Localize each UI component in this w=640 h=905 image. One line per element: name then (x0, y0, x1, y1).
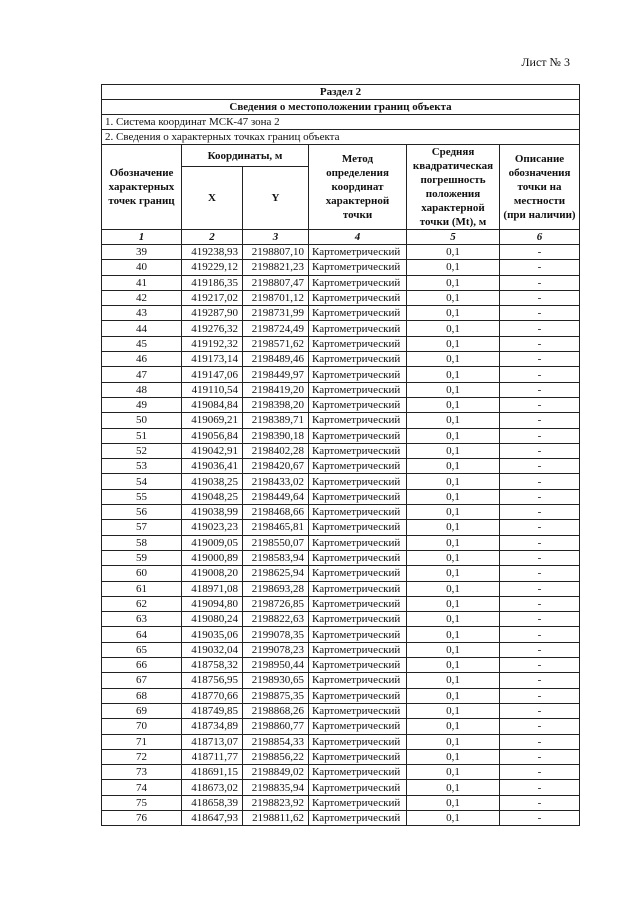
table-row (102, 612, 580, 627)
x-coordinate-cell: 419238,93 (182, 245, 243, 260)
method-cell: Картометрический (309, 382, 407, 397)
description-cell: - (500, 627, 580, 642)
y-coordinate-cell: 2198875,35 (243, 688, 309, 703)
point-number-cell: 70 (102, 719, 182, 734)
point-number-cell: 69 (102, 703, 182, 718)
y-coordinate-cell: 2198390,18 (243, 428, 309, 443)
y-coordinate-cell: 2198465,81 (243, 520, 309, 535)
description-cell: - (500, 780, 580, 795)
method-cell: Картометрический (309, 810, 407, 825)
x-coordinate-cell: 418756,95 (182, 673, 243, 688)
table-row (102, 474, 580, 489)
header-error: Средняя квадратическая погрешность положения характерной точки (Mt), м (407, 145, 500, 230)
y-coordinate-cell: 2198433,02 (243, 474, 309, 489)
table-row (102, 535, 580, 550)
x-coordinate-cell: 418758,32 (182, 658, 243, 673)
y-coordinate-cell: 2198420,67 (243, 459, 309, 474)
description-cell: - (500, 673, 580, 688)
method-cell: Картометрический (309, 489, 407, 504)
description-cell: - (500, 566, 580, 581)
header-method: Метод определения координат характерной точки (309, 145, 407, 230)
x-coordinate-cell: 419008,20 (182, 566, 243, 581)
table-row (102, 749, 580, 764)
table-row (102, 780, 580, 795)
point-number-cell: 73 (102, 765, 182, 780)
error-cell: 0,1 (407, 535, 500, 550)
error-cell: 0,1 (407, 673, 500, 688)
x-coordinate-cell: 419084,84 (182, 397, 243, 412)
col-number-1: 1 (102, 230, 182, 245)
col-number-2: 2 (182, 230, 243, 245)
points-info-line: 2. Сведения о характерных точках границ объекта (102, 130, 580, 145)
table-row (102, 428, 580, 443)
point-number-cell: 41 (102, 275, 182, 290)
error-cell: 0,1 (407, 520, 500, 535)
method-cell: Картометрический (309, 474, 407, 489)
point-number-cell: 48 (102, 382, 182, 397)
table-row (102, 734, 580, 749)
table-row (102, 795, 580, 810)
error-cell: 0,1 (407, 596, 500, 611)
x-coordinate-cell: 419069,21 (182, 413, 243, 428)
error-cell: 0,1 (407, 810, 500, 825)
description-cell: - (500, 489, 580, 504)
y-coordinate-cell: 2198849,02 (243, 765, 309, 780)
col-number-5: 5 (407, 230, 500, 245)
point-number-cell: 50 (102, 413, 182, 428)
table-row (102, 596, 580, 611)
point-number-cell: 44 (102, 321, 182, 336)
x-coordinate-cell: 419217,02 (182, 290, 243, 305)
table-row (102, 658, 580, 673)
point-number-cell: 55 (102, 489, 182, 504)
description-cell: - (500, 520, 580, 535)
error-cell: 0,1 (407, 642, 500, 657)
point-number-cell: 62 (102, 596, 182, 611)
x-coordinate-cell: 419042,91 (182, 443, 243, 458)
y-coordinate-cell: 2198419,20 (243, 382, 309, 397)
y-coordinate-cell: 2198950,44 (243, 658, 309, 673)
description-cell: - (500, 795, 580, 810)
x-coordinate-cell: 419186,35 (182, 275, 243, 290)
description-cell: - (500, 581, 580, 596)
point-number-cell: 47 (102, 367, 182, 382)
error-cell: 0,1 (407, 413, 500, 428)
x-coordinate-cell: 418770,66 (182, 688, 243, 703)
x-coordinate-cell: 419094,80 (182, 596, 243, 611)
table-row (102, 443, 580, 458)
method-cell: Картометрический (309, 520, 407, 535)
error-cell: 0,1 (407, 367, 500, 382)
x-coordinate-cell: 418658,39 (182, 795, 243, 810)
header-y: Y (243, 167, 309, 230)
y-coordinate-cell: 2199078,35 (243, 627, 309, 642)
table-row (102, 566, 580, 581)
y-coordinate-cell: 2198807,10 (243, 245, 309, 260)
col-number-4: 4 (309, 230, 407, 245)
point-number-cell: 61 (102, 581, 182, 596)
method-cell: Картометрический (309, 443, 407, 458)
header-designation: Обозначение характерных точек границ (102, 145, 182, 230)
method-cell: Картометрический (309, 795, 407, 810)
error-cell: 0,1 (407, 382, 500, 397)
table-row (102, 489, 580, 504)
point-number-cell: 56 (102, 505, 182, 520)
point-number-cell: 53 (102, 459, 182, 474)
y-coordinate-cell: 2198724,49 (243, 321, 309, 336)
y-coordinate-cell: 2198822,63 (243, 612, 309, 627)
description-cell: - (500, 290, 580, 305)
table-row (102, 719, 580, 734)
description-cell: - (500, 688, 580, 703)
table-row (102, 306, 580, 321)
description-cell: - (500, 245, 580, 260)
description-cell: - (500, 734, 580, 749)
table-row (102, 367, 580, 382)
point-number-cell: 43 (102, 306, 182, 321)
error-cell: 0,1 (407, 688, 500, 703)
y-coordinate-cell: 2198701,12 (243, 290, 309, 305)
x-coordinate-cell: 419035,06 (182, 627, 243, 642)
method-cell: Картометрический (309, 673, 407, 688)
point-number-cell: 67 (102, 673, 182, 688)
method-cell: Картометрический (309, 397, 407, 412)
error-cell: 0,1 (407, 719, 500, 734)
y-coordinate-cell: 2198823,92 (243, 795, 309, 810)
description-cell: - (500, 749, 580, 764)
table-row (102, 688, 580, 703)
description-cell: - (500, 260, 580, 275)
table-row (102, 321, 580, 336)
table-row (102, 290, 580, 305)
table-row (102, 642, 580, 657)
method-cell: Картометрический (309, 627, 407, 642)
y-coordinate-cell: 2198835,94 (243, 780, 309, 795)
description-cell: - (500, 275, 580, 290)
x-coordinate-cell: 419038,99 (182, 505, 243, 520)
x-coordinate-cell: 418691,15 (182, 765, 243, 780)
error-cell: 0,1 (407, 566, 500, 581)
table-row (102, 459, 580, 474)
table-row (102, 673, 580, 688)
error-cell: 0,1 (407, 260, 500, 275)
table-row (102, 520, 580, 535)
description-cell: - (500, 535, 580, 550)
point-number-cell: 66 (102, 658, 182, 673)
description-cell: - (500, 658, 580, 673)
y-coordinate-cell: 2198807,47 (243, 275, 309, 290)
error-cell: 0,1 (407, 550, 500, 565)
x-coordinate-cell: 418749,85 (182, 703, 243, 718)
method-cell: Картометрический (309, 275, 407, 290)
point-number-cell: 65 (102, 642, 182, 657)
error-cell: 0,1 (407, 459, 500, 474)
description-cell: - (500, 321, 580, 336)
y-coordinate-cell: 2198571,62 (243, 336, 309, 351)
point-number-cell: 76 (102, 810, 182, 825)
description-cell: - (500, 703, 580, 718)
method-cell: Картометрический (309, 245, 407, 260)
method-cell: Картометрический (309, 596, 407, 611)
method-cell: Картометрический (309, 550, 407, 565)
x-coordinate-cell: 419023,23 (182, 520, 243, 535)
method-cell: Картометрический (309, 321, 407, 336)
error-cell: 0,1 (407, 505, 500, 520)
description-cell: - (500, 443, 580, 458)
method-cell: Картометрический (309, 260, 407, 275)
sheet-number: Лист № 3 (521, 55, 570, 69)
header-coords: Координаты, м (182, 145, 309, 167)
x-coordinate-cell: 418713,07 (182, 734, 243, 749)
method-cell: Картометрический (309, 413, 407, 428)
x-coordinate-cell: 419147,06 (182, 367, 243, 382)
description-cell: - (500, 474, 580, 489)
error-cell: 0,1 (407, 795, 500, 810)
table-row (102, 275, 580, 290)
description-cell: - (500, 413, 580, 428)
error-cell: 0,1 (407, 336, 500, 351)
error-cell: 0,1 (407, 352, 500, 367)
point-number-cell: 52 (102, 443, 182, 458)
method-cell: Картометрический (309, 703, 407, 718)
table-row (102, 260, 580, 275)
error-cell: 0,1 (407, 581, 500, 596)
point-number-cell: 57 (102, 520, 182, 535)
y-coordinate-cell: 2198860,77 (243, 719, 309, 734)
error-cell: 0,1 (407, 780, 500, 795)
x-coordinate-cell: 418971,08 (182, 581, 243, 596)
point-number-cell: 39 (102, 245, 182, 260)
table-row (102, 765, 580, 780)
y-coordinate-cell: 2198625,94 (243, 566, 309, 581)
point-number-cell: 45 (102, 336, 182, 351)
table-row (102, 382, 580, 397)
description-cell: - (500, 719, 580, 734)
point-number-cell: 58 (102, 535, 182, 550)
method-cell: Картометрический (309, 719, 407, 734)
point-number-cell: 74 (102, 780, 182, 795)
table-row (102, 550, 580, 565)
method-cell: Картометрический (309, 749, 407, 764)
section-subtitle: Сведения о местоположении границ объекта (102, 100, 580, 115)
description-cell: - (500, 397, 580, 412)
error-cell: 0,1 (407, 489, 500, 504)
description-cell: - (500, 336, 580, 351)
method-cell: Картометрический (309, 780, 407, 795)
method-cell: Картометрический (309, 505, 407, 520)
point-number-cell: 51 (102, 428, 182, 443)
description-cell: - (500, 612, 580, 627)
point-number-cell: 59 (102, 550, 182, 565)
col-number-6: 6 (500, 230, 580, 245)
error-cell: 0,1 (407, 703, 500, 718)
point-number-cell: 49 (102, 397, 182, 412)
description-cell: - (500, 550, 580, 565)
point-number-cell: 40 (102, 260, 182, 275)
x-coordinate-cell: 419032,04 (182, 642, 243, 657)
y-coordinate-cell: 2198583,94 (243, 550, 309, 565)
description-cell: - (500, 642, 580, 657)
description-cell: - (500, 505, 580, 520)
error-cell: 0,1 (407, 428, 500, 443)
point-number-cell: 63 (102, 612, 182, 627)
y-coordinate-cell: 2198731,99 (243, 306, 309, 321)
method-cell: Картометрический (309, 336, 407, 351)
section-title: Раздел 2 (102, 85, 580, 100)
x-coordinate-cell: 419173,14 (182, 352, 243, 367)
table-row (102, 581, 580, 596)
x-coordinate-cell: 419276,32 (182, 321, 243, 336)
y-coordinate-cell: 2198550,07 (243, 535, 309, 550)
x-coordinate-cell: 419000,89 (182, 550, 243, 565)
point-number-cell: 54 (102, 474, 182, 489)
coordinate-system-line: 1. Система координат МСК-47 зона 2 (102, 115, 580, 130)
y-coordinate-cell: 2198811,62 (243, 810, 309, 825)
y-coordinate-cell: 2198398,20 (243, 397, 309, 412)
x-coordinate-cell: 418711,77 (182, 749, 243, 764)
error-cell: 0,1 (407, 734, 500, 749)
method-cell: Картометрический (309, 658, 407, 673)
point-number-cell: 72 (102, 749, 182, 764)
y-coordinate-cell: 2198821,23 (243, 260, 309, 275)
description-cell: - (500, 765, 580, 780)
table-row (102, 413, 580, 428)
point-number-cell: 68 (102, 688, 182, 703)
method-cell: Картометрический (309, 612, 407, 627)
error-cell: 0,1 (407, 443, 500, 458)
description-cell: - (500, 459, 580, 474)
error-cell: 0,1 (407, 275, 500, 290)
method-cell: Картометрический (309, 290, 407, 305)
method-cell: Картометрический (309, 642, 407, 657)
table-row (102, 505, 580, 520)
header-x: X (182, 167, 243, 230)
description-cell: - (500, 428, 580, 443)
y-coordinate-cell: 2198930,65 (243, 673, 309, 688)
method-cell: Картометрический (309, 688, 407, 703)
point-number-cell: 71 (102, 734, 182, 749)
error-cell: 0,1 (407, 765, 500, 780)
y-coordinate-cell: 2198854,33 (243, 734, 309, 749)
description-cell: - (500, 382, 580, 397)
point-number-cell: 42 (102, 290, 182, 305)
description-cell: - (500, 352, 580, 367)
table-row (102, 627, 580, 642)
x-coordinate-cell: 419192,32 (182, 336, 243, 351)
boundary-points-table (101, 84, 580, 826)
error-cell: 0,1 (407, 245, 500, 260)
error-cell: 0,1 (407, 321, 500, 336)
x-coordinate-cell: 419009,05 (182, 535, 243, 550)
method-cell: Картометрический (309, 459, 407, 474)
point-number-cell: 46 (102, 352, 182, 367)
method-cell: Картометрический (309, 352, 407, 367)
error-cell: 0,1 (407, 627, 500, 642)
x-coordinate-cell: 418734,89 (182, 719, 243, 734)
error-cell: 0,1 (407, 397, 500, 412)
error-cell: 0,1 (407, 658, 500, 673)
y-coordinate-cell: 2198449,64 (243, 489, 309, 504)
y-coordinate-cell: 2198389,71 (243, 413, 309, 428)
y-coordinate-cell: 2198868,26 (243, 703, 309, 718)
method-cell: Картометрический (309, 765, 407, 780)
y-coordinate-cell: 2199078,23 (243, 642, 309, 657)
table-row (102, 397, 580, 412)
method-cell: Картометрический (309, 581, 407, 596)
y-coordinate-cell: 2198402,28 (243, 443, 309, 458)
y-coordinate-cell: 2198489,46 (243, 352, 309, 367)
table-row (102, 336, 580, 351)
y-coordinate-cell: 2198468,66 (243, 505, 309, 520)
point-number-cell: 60 (102, 566, 182, 581)
x-coordinate-cell: 419056,84 (182, 428, 243, 443)
table-row (102, 703, 580, 718)
table-row (102, 810, 580, 825)
x-coordinate-cell: 419229,12 (182, 260, 243, 275)
description-cell: - (500, 810, 580, 825)
y-coordinate-cell: 2198449,97 (243, 367, 309, 382)
description-cell: - (500, 596, 580, 611)
error-cell: 0,1 (407, 290, 500, 305)
col-number-3: 3 (243, 230, 309, 245)
y-coordinate-cell: 2198726,85 (243, 596, 309, 611)
table-row (102, 245, 580, 260)
description-cell: - (500, 306, 580, 321)
x-coordinate-cell: 418673,02 (182, 780, 243, 795)
table-body (102, 245, 580, 826)
x-coordinate-cell: 419110,54 (182, 382, 243, 397)
description-cell: - (500, 367, 580, 382)
error-cell: 0,1 (407, 612, 500, 627)
table-row (102, 352, 580, 367)
method-cell: Картометрический (309, 566, 407, 581)
method-cell: Картометрический (309, 367, 407, 382)
header-description: Описание обозначения точки на местности (при наличии) (500, 145, 580, 230)
error-cell: 0,1 (407, 474, 500, 489)
method-cell: Картометрический (309, 734, 407, 749)
x-coordinate-cell: 419038,25 (182, 474, 243, 489)
y-coordinate-cell: 2198856,22 (243, 749, 309, 764)
method-cell: Картометрический (309, 428, 407, 443)
method-cell: Картометрический (309, 306, 407, 321)
x-coordinate-cell: 418647,93 (182, 810, 243, 825)
point-number-cell: 75 (102, 795, 182, 810)
y-coordinate-cell: 2198693,28 (243, 581, 309, 596)
x-coordinate-cell: 419036,41 (182, 459, 243, 474)
x-coordinate-cell: 419287,90 (182, 306, 243, 321)
method-cell: Картометрический (309, 535, 407, 550)
error-cell: 0,1 (407, 749, 500, 764)
x-coordinate-cell: 419080,24 (182, 612, 243, 627)
point-number-cell: 64 (102, 627, 182, 642)
error-cell: 0,1 (407, 306, 500, 321)
x-coordinate-cell: 419048,25 (182, 489, 243, 504)
